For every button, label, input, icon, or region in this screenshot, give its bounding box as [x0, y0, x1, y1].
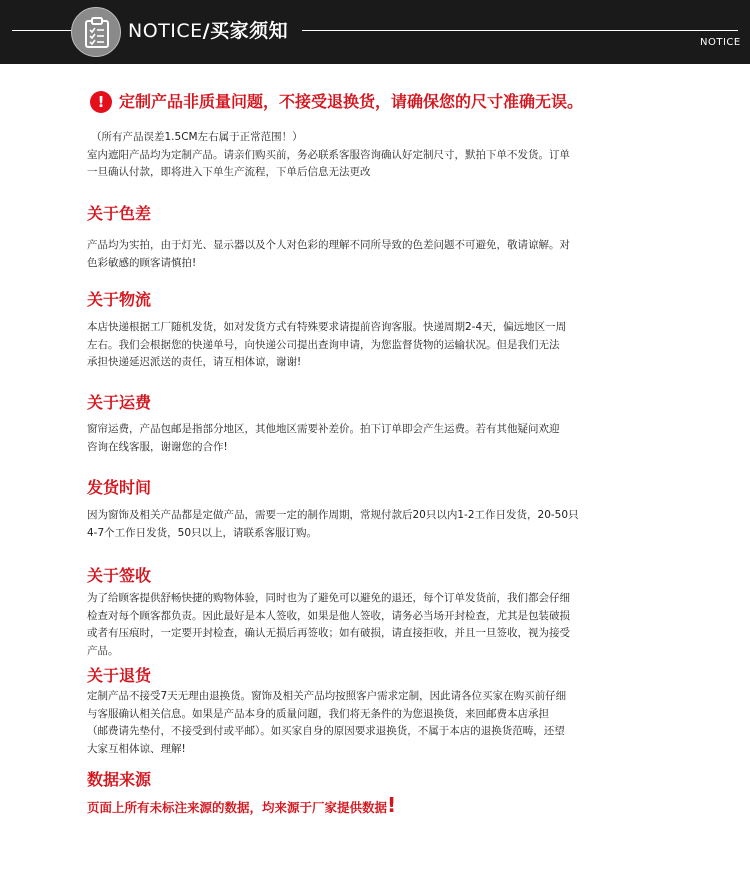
section-color-difference: [87, 204, 667, 272]
paragraph-line: 产品均为实拍，由于灯光、显示器以及个人对色彩的理解不同所导致的色差问题不可避免，敬请谅解。对: [87, 239, 570, 251]
data-source-bang: !: [387, 793, 397, 817]
paragraph-line: 或者有压痕时，一定要开封检查，确认无损后再签收；如有破损，请直接拒收，并且一旦签收，视为接受: [87, 627, 570, 639]
clipboard-checklist-icon: [71, 7, 121, 57]
notice-details: [87, 129, 667, 182]
paragraph-line: 大家互相体谅、理解!: [87, 742, 186, 755]
notice-text: 定制产品非质量问题，不接受退换货，请确保您的尺寸准确无误。: [119, 92, 584, 111]
section-receipt: [87, 566, 667, 660]
section-returns: [87, 666, 667, 758]
section-heading: 关于物流: [87, 290, 152, 309]
paragraph-line: 定制产品不接受7天无理由退换货。窗饰及相关产品均按照客户需求定制，因此请各位买家在购买前仔细: [87, 690, 567, 702]
section-delivery-time: [87, 478, 667, 542]
section-logistics: [87, 290, 667, 372]
section-heading: 发货时间: [87, 478, 152, 497]
paragraph-line: 咨询在线客服，谢谢您的合作!: [87, 440, 228, 453]
tolerance-note: （所有产品误差1.5CM左右属于正常范围！）: [91, 131, 303, 143]
section-heading: 关于色差: [87, 204, 152, 223]
section-heading: 关于运费: [87, 393, 152, 412]
page-title-en: NOTICE: [128, 20, 203, 42]
page-title-cn: /买家须知: [202, 20, 289, 42]
paragraph-line: 4-7个工作日发货，50只以上，请联系客服订购。: [87, 526, 318, 539]
header-tag: NOTICE: [700, 37, 741, 48]
paragraph-line: 窗帘运费，产品包邮是指部分地区，其他地区需要补差价。拍下订单即会产生运费。若有其他疑问欢迎: [87, 423, 560, 435]
paragraph-line: （邮费请先垫付，不接受到付或平邮）。如买家自身的原因要求退换货，不属于本店的退换货范畴，还望: [87, 725, 565, 737]
section-shipping-fee: [87, 393, 667, 456]
section-heading: 数据来源: [87, 770, 152, 789]
section-heading: 关于退货: [87, 666, 152, 685]
paragraph-line: 与客服确认相关信息。如果是产品本身的质量问题，我们将无条件的为您退换货，来回邮费本店承担: [87, 707, 549, 720]
paragraph-line: 检查对每个顾客都负责。因此最好是本人签收，如果是他人签收，请务必当场开封检查，尤其是包装破损: [87, 609, 570, 622]
header-bar: [0, 0, 750, 64]
paragraph-line: 一旦确认付款，即将进入下单生产流程，下单后信息无法更改: [87, 166, 371, 178]
paragraph-line: 本店快递根据工厂随机发货，如对发货方式有特殊要求请提前咨询客服。快递周期2-4天，偏远地区一周: [87, 321, 567, 333]
section-data-source: [87, 770, 667, 818]
header-rule-left: [12, 30, 72, 31]
paragraph-line: 色彩敏感的顾客请慎拍!: [87, 256, 197, 269]
paragraph-line: 室内遮阳产品均为定制产品。请亲们购买前，务必联系客服咨询确认好定制尺寸，默拍下单不发货。订单: [87, 148, 570, 161]
paragraph-line: 承担快递延迟派送的责任，请互相体谅，谢谢!: [87, 356, 302, 368]
header-rule-right: [302, 30, 738, 31]
section-heading: 关于签收: [87, 566, 152, 585]
paragraph-line: 为了给顾客提供舒畅快捷的购物体验，同时也为了避免可以避免的退还，每个订单发货前，我们都会仔细: [87, 592, 570, 604]
data-source-text: 页面上所有未标注来源的数据，均来源于厂家提供数据: [87, 800, 388, 815]
paragraph-line: 产品。: [87, 644, 119, 657]
paragraph-line: 因为窗饰及相关产品都是定做产品，需要一定的制作周期，常规付款后20只以内1-2工作日发货，20-50只: [87, 509, 579, 521]
page-title: [128, 17, 288, 45]
data-source-note: [87, 795, 667, 818]
paragraph-line: 左右。我们会根据您的快递单号，向快递公司提出查询申请，为您监督货物的运输状况。但是我们无法: [87, 338, 560, 351]
exclamation-icon: !: [90, 91, 112, 113]
